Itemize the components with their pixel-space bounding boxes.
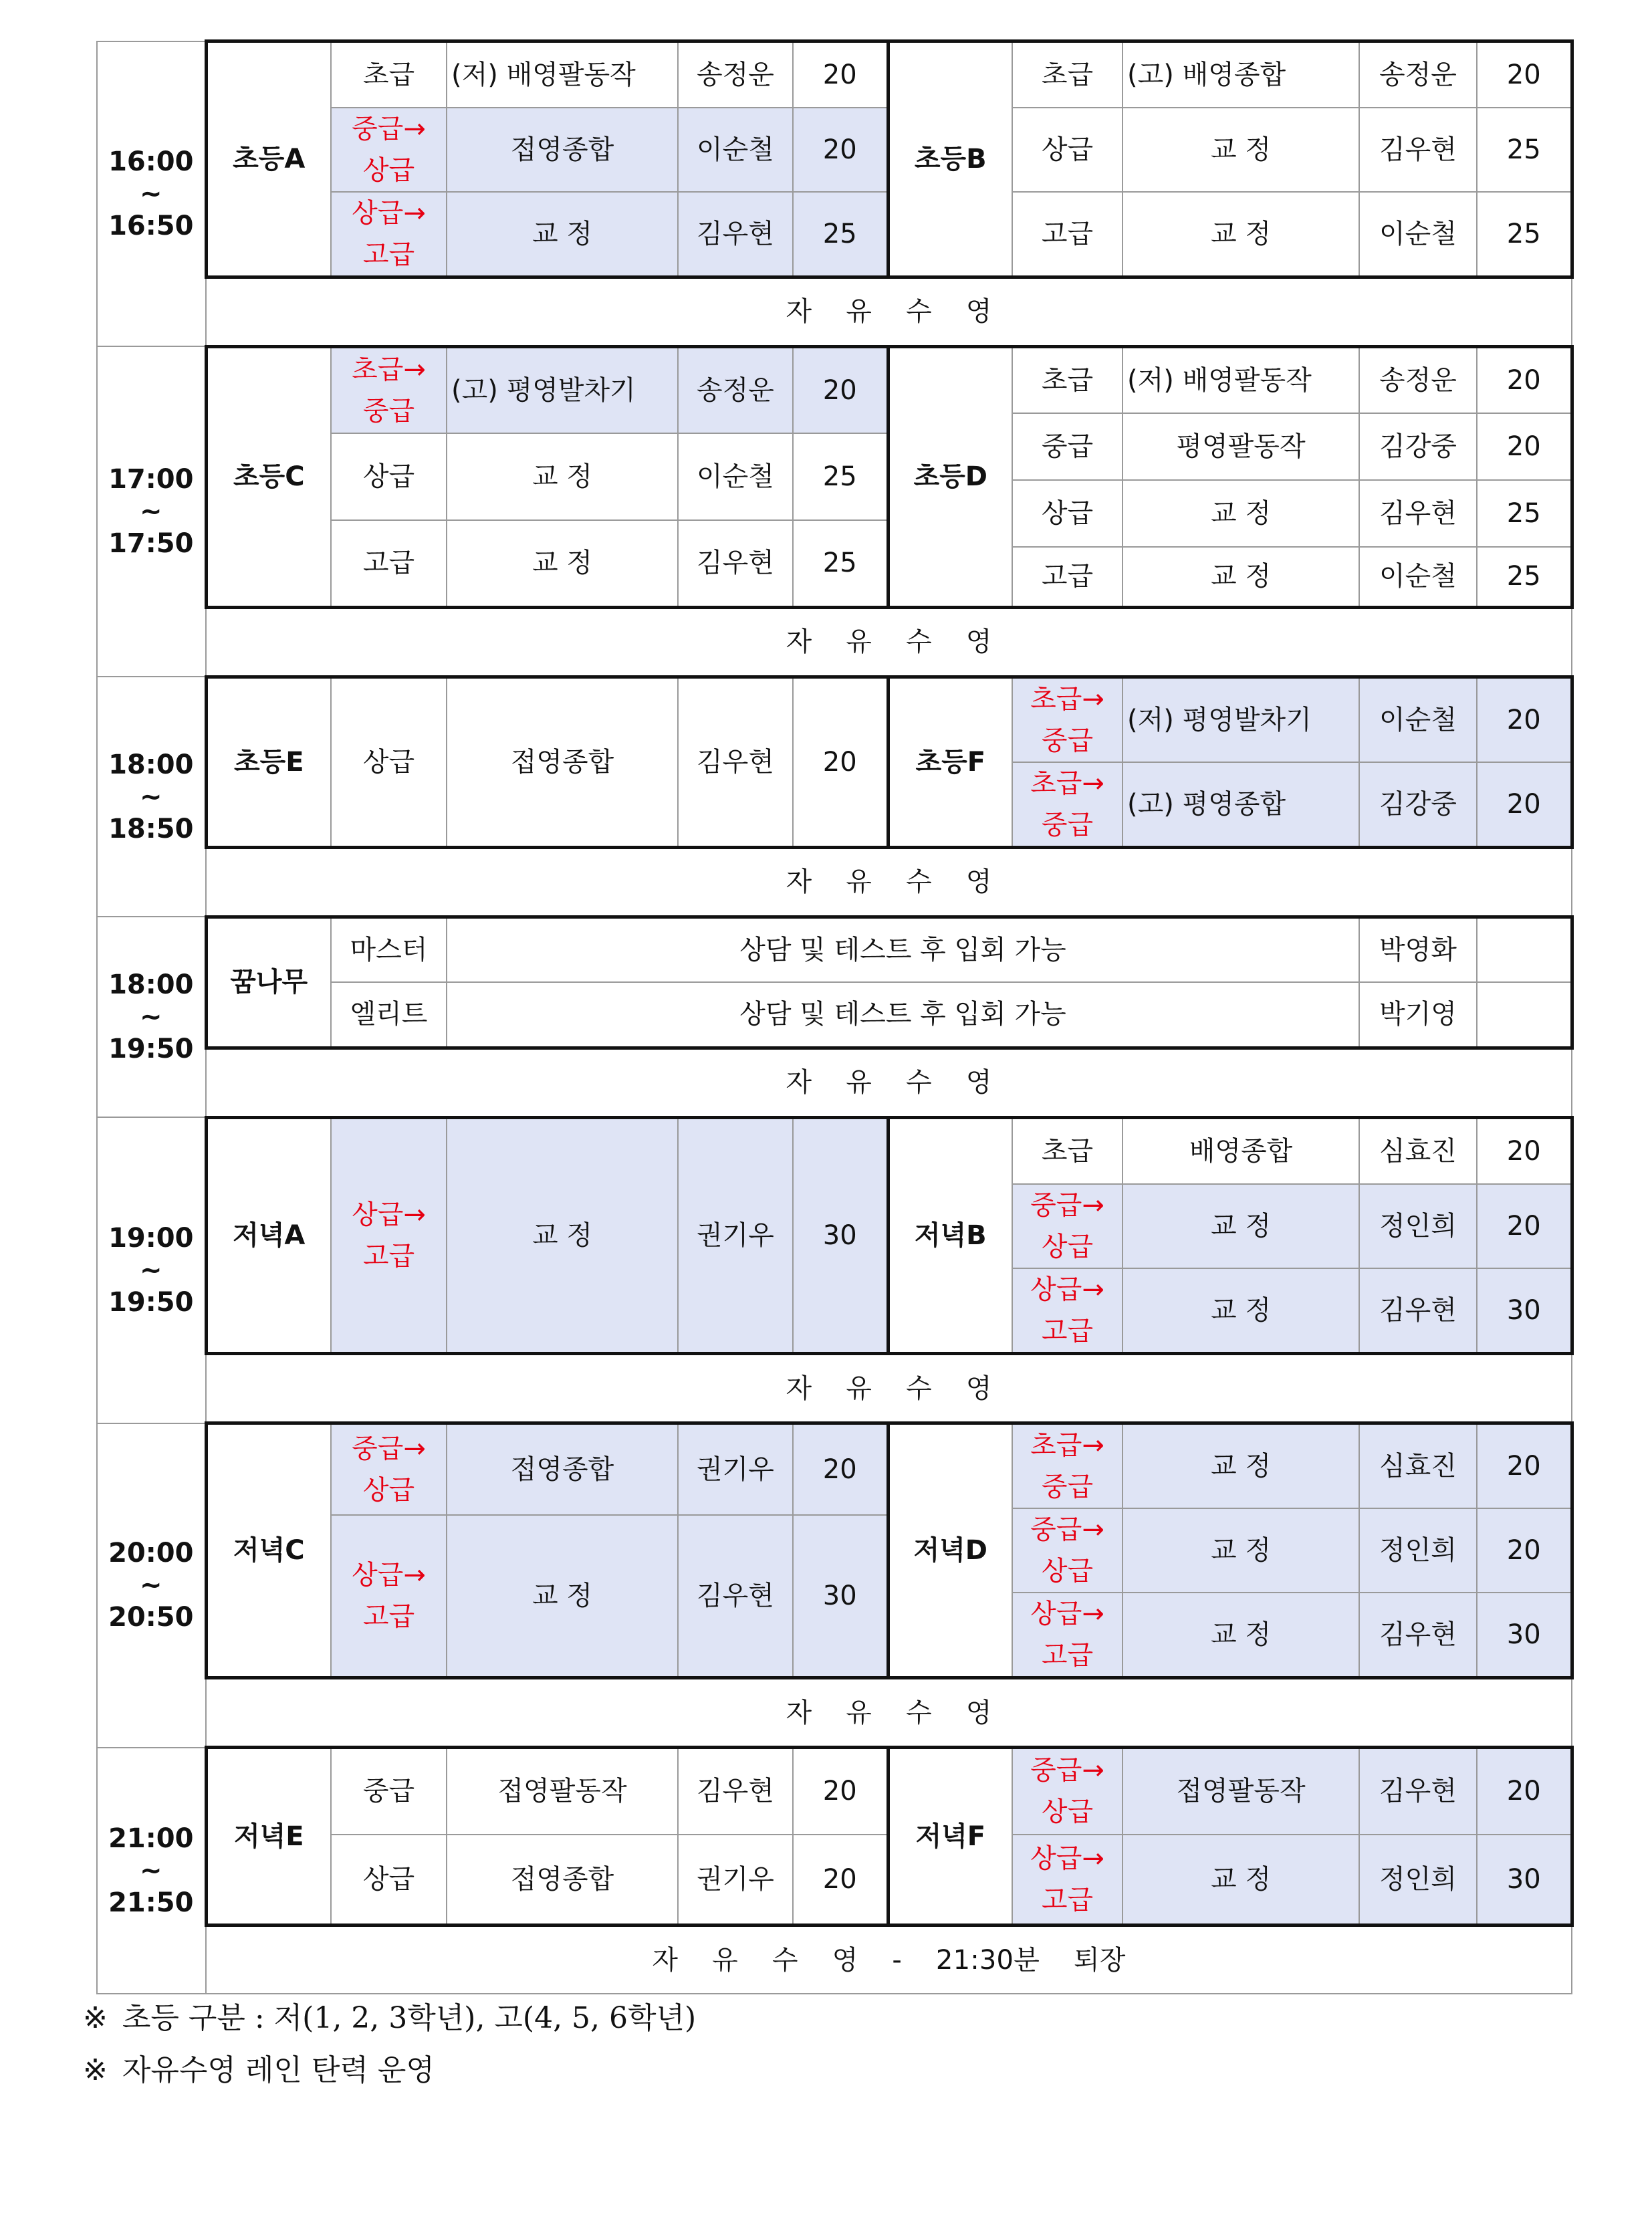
teacher-cell: 정인희 xyxy=(1359,1835,1477,1926)
free-swim-label: 자 유 수 영 xyxy=(786,866,992,897)
teacher-cell: 심효진 xyxy=(1359,1117,1477,1184)
capacity-cell: 20 xyxy=(1477,1184,1572,1268)
free-swim xyxy=(206,1678,1572,1748)
level-cell xyxy=(331,192,447,277)
course-cell: 교 정 xyxy=(1123,1268,1359,1354)
level-cell xyxy=(1012,1593,1123,1678)
teacher-cell: 김우현 xyxy=(1359,108,1477,192)
level-cell xyxy=(1012,762,1123,848)
time-line: 17:00 xyxy=(108,464,194,495)
teacher-cell: 김우현 xyxy=(678,1748,793,1835)
teacher-cell: 김우현 xyxy=(1359,1593,1477,1678)
class-name: 저녁C xyxy=(206,1423,331,1678)
capacity-cell: 25 xyxy=(793,520,888,607)
class-name: 초등D xyxy=(888,346,1012,607)
level-line: 중급 xyxy=(1041,725,1094,756)
time-line: ~ xyxy=(139,1855,162,1886)
level-cell: 초급 xyxy=(331,41,447,108)
time-line: ~ xyxy=(139,496,162,527)
class-name: 저녁B xyxy=(888,1117,1012,1354)
teacher-cell: 김우현 xyxy=(678,677,793,847)
teacher-cell: 김우현 xyxy=(678,520,793,607)
capacity-cell: 20 xyxy=(1477,346,1572,413)
capacity-cell: 20 xyxy=(793,1748,888,1835)
course-cell: 접영종합 xyxy=(447,108,678,192)
teacher-cell: 김우현 xyxy=(1359,480,1477,547)
note-text: 자유수영 레인 탄력 운영 xyxy=(122,2053,435,2087)
level-line: 중급→ xyxy=(1030,1755,1104,1786)
free-swim-row xyxy=(97,1926,1572,1994)
capacity-cell: 20 xyxy=(1477,1423,1572,1509)
time-line: ~ xyxy=(139,1570,162,1601)
teacher-cell: 이순철 xyxy=(678,108,793,192)
level-cell: 중급 xyxy=(331,1748,447,1835)
free-swim-label: 자 유 수 영 xyxy=(786,1373,992,1404)
level-cell xyxy=(1012,1748,1123,1835)
capacity-cell: 20 xyxy=(1477,413,1572,480)
teacher-cell: 이순철 xyxy=(678,433,793,520)
level-line: 고급 xyxy=(362,239,415,270)
level-cell xyxy=(1012,1508,1123,1593)
capacity-cell: 30 xyxy=(1477,1835,1572,1926)
capacity-cell: 20 xyxy=(1477,41,1572,108)
level-change-label xyxy=(332,193,446,275)
level-line: 고급 xyxy=(362,1240,415,1272)
class-name: 저녁D xyxy=(888,1423,1012,1678)
class-name: 초등B xyxy=(888,41,1012,277)
level-change-label xyxy=(1013,763,1122,846)
level-cell xyxy=(1012,1835,1123,1926)
level-cell xyxy=(331,1423,447,1516)
time-line: 16:50 xyxy=(108,210,194,241)
level-change-label xyxy=(332,1428,446,1511)
teacher-cell: 송정운 xyxy=(1359,346,1477,413)
level-cell: 중급 xyxy=(1012,413,1123,480)
dream-description: 상담 및 테스트 후 입회 가능 xyxy=(447,917,1359,982)
free-swim xyxy=(206,1926,1572,1994)
level-cell xyxy=(331,346,447,433)
free-swim xyxy=(206,847,1572,917)
level-cell xyxy=(1012,1184,1123,1268)
capacity-cell: 20 xyxy=(793,346,888,433)
level-line: 중급 xyxy=(1041,809,1094,840)
teacher-cell: 김우현 xyxy=(1359,1748,1477,1835)
capacity-cell: 20 xyxy=(1477,762,1572,848)
level-change-label xyxy=(1013,679,1122,762)
level-change-label xyxy=(1013,1509,1122,1592)
level-cell xyxy=(1012,1423,1123,1509)
teacher-cell: 정인희 xyxy=(1359,1508,1477,1593)
level-cell: 초급 xyxy=(1012,1117,1123,1184)
time-line: 20:50 xyxy=(108,1602,194,1633)
capacity-cell: 20 xyxy=(793,677,888,847)
level-cell: 엘리트 xyxy=(331,982,447,1048)
teacher-cell: 권기우 xyxy=(678,1117,793,1354)
time-line: 20:00 xyxy=(108,1538,194,1568)
note-1 xyxy=(83,1992,696,2045)
course-cell: 교 정 xyxy=(1123,547,1359,607)
level-cell: 고급 xyxy=(331,520,447,607)
capacity-cell xyxy=(1477,982,1572,1048)
course-cell: (고) 평영종합 xyxy=(1123,762,1359,848)
level-line: 상급→ xyxy=(1030,1599,1104,1629)
level-line: 고급 xyxy=(1041,1640,1094,1671)
schedule-row xyxy=(97,1748,1572,1835)
note-text: 초등 구분 : 저(1, 2, 3학년), 고(4, 5, 6학년) xyxy=(122,2001,697,2035)
free-swim-row xyxy=(97,1678,1572,1748)
course-cell: 교 정 xyxy=(1123,480,1359,547)
capacity-cell: 20 xyxy=(793,1423,888,1516)
time-line: ~ xyxy=(139,1254,162,1286)
course-cell: 교 정 xyxy=(447,520,678,607)
schedule-row xyxy=(97,1117,1572,1184)
capacity-cell: 25 xyxy=(793,433,888,520)
level-cell: 고급 xyxy=(1012,547,1123,607)
free-swim-row xyxy=(97,607,1572,677)
level-cell: 상급 xyxy=(331,1835,447,1926)
teacher-cell: 김강중 xyxy=(1359,413,1477,480)
note-mark: ※ xyxy=(83,2053,108,2087)
class-name: 저녁A xyxy=(206,1117,331,1354)
level-line: 초급→ xyxy=(1030,683,1104,715)
level-cell: 상급 xyxy=(331,433,447,520)
course-cell: 접영종합 xyxy=(447,1423,678,1516)
level-cell: 초급 xyxy=(1012,346,1123,413)
capacity-cell: 20 xyxy=(1477,1117,1572,1184)
capacity-cell: 25 xyxy=(793,192,888,277)
course-cell: 교 정 xyxy=(447,433,678,520)
level-cell: 상급 xyxy=(1012,108,1123,192)
course-cell: (고) 배영종합 xyxy=(1123,41,1359,108)
level-cell xyxy=(331,108,447,192)
class-name: 저녁F xyxy=(888,1748,1012,1926)
teacher-cell: 박영화 xyxy=(1359,917,1477,982)
schedule-row xyxy=(97,346,1572,413)
level-cell: 상급 xyxy=(331,677,447,847)
capacity-cell: 20 xyxy=(793,108,888,192)
level-line: 상급→ xyxy=(352,197,426,229)
dream-description: 상담 및 테스트 후 입회 가능 xyxy=(447,982,1359,1048)
level-change-label xyxy=(332,1194,446,1277)
time-line: 18:50 xyxy=(108,813,194,844)
teacher-cell: 송정운 xyxy=(1359,41,1477,108)
level-line: 초급→ xyxy=(1030,1430,1104,1461)
capacity-cell xyxy=(1477,917,1572,982)
time-cell xyxy=(97,1748,206,1994)
teacher-cell: 김우현 xyxy=(678,192,793,277)
capacity-cell: 25 xyxy=(1477,108,1572,192)
free-swim xyxy=(206,277,1572,346)
level-line: 상급→ xyxy=(1030,1843,1104,1874)
course-cell: 교 정 xyxy=(1123,192,1359,277)
time-cell xyxy=(97,677,206,917)
level-change-label xyxy=(332,1554,446,1637)
free-swim-row xyxy=(97,1048,1572,1117)
level-line: 중급→ xyxy=(1030,1190,1104,1221)
course-cell: 교 정 xyxy=(1123,1593,1359,1678)
teacher-cell: 송정운 xyxy=(678,41,793,108)
course-cell: 교 정 xyxy=(1123,1423,1359,1509)
dream-row xyxy=(97,917,1572,982)
teacher-cell: 권기우 xyxy=(678,1835,793,1926)
time-line: 19:50 xyxy=(108,1034,194,1064)
level-change-label xyxy=(1013,1185,1122,1268)
class-name: 저녁E xyxy=(206,1748,331,1926)
time-line: 19:50 xyxy=(108,1286,194,1318)
level-cell: 마스터 xyxy=(331,917,447,982)
time-line: 16:00 xyxy=(108,146,194,177)
free-swim xyxy=(206,1048,1572,1117)
free-swim-row xyxy=(97,277,1572,346)
capacity-cell: 20 xyxy=(793,41,888,108)
schedule-row xyxy=(97,41,1572,108)
level-line: 상급→ xyxy=(1030,1274,1104,1305)
time-cell xyxy=(97,41,206,347)
teacher-cell: 권기우 xyxy=(678,1423,793,1516)
level-cell xyxy=(1012,677,1123,762)
free-swim-row xyxy=(97,847,1572,917)
course-cell: 평영팔동작 xyxy=(1123,413,1359,480)
level-change-label xyxy=(1013,1269,1122,1352)
course-cell: 접영종합 xyxy=(447,677,678,847)
course-cell: 교 정 xyxy=(447,1117,678,1354)
time-cell xyxy=(97,917,206,1117)
level-line: 상급 xyxy=(1041,1796,1094,1828)
free-swim-label: 자 유 수 영 xyxy=(786,1067,992,1098)
level-cell: 상급 xyxy=(1012,480,1123,547)
capacity-cell: 20 xyxy=(1477,677,1572,762)
level-change-label xyxy=(1013,1750,1122,1833)
capacity-cell: 30 xyxy=(793,1117,888,1354)
level-change-label xyxy=(1013,1838,1122,1921)
notes xyxy=(83,1992,696,2097)
level-line: 중급→ xyxy=(1030,1514,1104,1545)
time-line: ~ xyxy=(139,178,162,209)
course-cell: 교 정 xyxy=(1123,108,1359,192)
level-change-label xyxy=(1013,1593,1122,1676)
course-cell: 교 정 xyxy=(1123,1835,1359,1926)
level-line: 고급 xyxy=(1041,1316,1094,1347)
course-cell: 배영종합 xyxy=(1123,1117,1359,1184)
time-line: ~ xyxy=(139,1002,162,1032)
free-swim-label: 자 유 수 영 xyxy=(786,1697,992,1728)
swim-schedule-table xyxy=(96,39,1574,1994)
teacher-cell: 심효진 xyxy=(1359,1423,1477,1509)
capacity-cell: 25 xyxy=(1477,547,1572,607)
course-cell: (저) 배영팔동작 xyxy=(1123,346,1359,413)
teacher-cell: 송정운 xyxy=(678,346,793,433)
teacher-cell: 이순철 xyxy=(1359,547,1477,607)
class-name: 꿈나무 xyxy=(206,917,331,1048)
level-line: 상급 xyxy=(362,154,415,186)
course-cell: 교 정 xyxy=(447,1515,678,1678)
schedule-row xyxy=(97,1423,1572,1509)
free-swim-label: 자 유 수 영 xyxy=(786,296,992,327)
level-cell xyxy=(1012,1268,1123,1354)
time-line: ~ xyxy=(139,781,162,812)
level-line: 상급 xyxy=(362,1475,415,1506)
level-cell: 초급 xyxy=(1012,41,1123,108)
course-cell: (저) 평영발차기 xyxy=(1123,677,1359,762)
course-cell: 접영종합 xyxy=(447,1835,678,1926)
level-change-label xyxy=(332,349,446,432)
capacity-cell: 30 xyxy=(1477,1268,1572,1354)
teacher-cell: 김우현 xyxy=(678,1515,793,1678)
level-line: 중급→ xyxy=(352,1433,426,1464)
capacity-cell: 30 xyxy=(793,1515,888,1678)
class-name: 초등F xyxy=(888,677,1012,847)
free-swim-row xyxy=(97,1354,1572,1423)
class-name: 초등A xyxy=(206,41,331,277)
level-line: 중급 xyxy=(362,395,415,427)
level-change-label xyxy=(1013,1425,1122,1508)
level-line: 초급→ xyxy=(352,354,426,385)
capacity-cell: 20 xyxy=(1477,1748,1572,1835)
teacher-cell: 이순철 xyxy=(1359,192,1477,277)
note-2 xyxy=(83,2045,696,2097)
capacity-cell: 30 xyxy=(1477,1593,1572,1678)
class-name: 초등C xyxy=(206,346,331,607)
level-line: 중급 xyxy=(1041,1472,1094,1502)
teacher-cell: 이순철 xyxy=(1359,677,1477,762)
course-cell: 접영팔동작 xyxy=(447,1748,678,1835)
level-change-label xyxy=(332,108,446,191)
teacher-cell: 박기영 xyxy=(1359,982,1477,1048)
level-line: 고급 xyxy=(362,1601,415,1632)
course-cell: (저) 배영팔동작 xyxy=(447,41,678,108)
schedule-row xyxy=(97,677,1572,762)
course-cell: 교 정 xyxy=(1123,1508,1359,1593)
level-line: 상급→ xyxy=(352,1560,426,1591)
level-line: 상급 xyxy=(1041,1232,1094,1262)
time-line: 19:00 xyxy=(108,1222,194,1254)
capacity-cell: 25 xyxy=(1477,192,1572,277)
level-line: 고급 xyxy=(1041,1884,1094,1915)
time-line: 21:00 xyxy=(108,1823,194,1854)
level-line: 상급 xyxy=(1041,1556,1094,1587)
course-cell: 접영팔동작 xyxy=(1123,1748,1359,1835)
time-line: 18:00 xyxy=(108,749,194,780)
level-cell: 고급 xyxy=(1012,192,1123,277)
teacher-cell: 김강중 xyxy=(1359,762,1477,848)
time-line: 18:00 xyxy=(108,969,194,1000)
time-cell xyxy=(97,1117,206,1423)
level-cell xyxy=(331,1515,447,1678)
free-swim-label: 자 유 수 영 - 21:30분 퇴장 xyxy=(652,1944,1126,1976)
note-mark: ※ xyxy=(83,2001,108,2035)
course-cell: 교 정 xyxy=(447,192,678,277)
time-cell xyxy=(97,346,206,677)
level-line: 초급→ xyxy=(1030,768,1104,799)
teacher-cell: 정인희 xyxy=(1359,1184,1477,1268)
teacher-cell: 김우현 xyxy=(1359,1268,1477,1354)
free-swim xyxy=(206,1354,1572,1423)
course-cell: (고) 평영발차기 xyxy=(447,346,678,433)
capacity-cell: 25 xyxy=(1477,480,1572,547)
free-swim-label: 자 유 수 영 xyxy=(786,626,992,657)
time-line: 21:50 xyxy=(108,1887,194,1918)
capacity-cell: 20 xyxy=(1477,1508,1572,1593)
course-cell: 교 정 xyxy=(1123,1184,1359,1268)
free-swim xyxy=(206,607,1572,677)
time-cell xyxy=(97,1423,206,1748)
class-name: 초등E xyxy=(206,677,331,847)
level-cell xyxy=(331,1117,447,1354)
time-line: 17:50 xyxy=(108,528,194,559)
level-line: 중급→ xyxy=(352,113,426,144)
schedule-table-wrapper xyxy=(96,39,1571,1994)
level-line: 상급→ xyxy=(352,1199,426,1230)
capacity-cell: 20 xyxy=(793,1835,888,1926)
